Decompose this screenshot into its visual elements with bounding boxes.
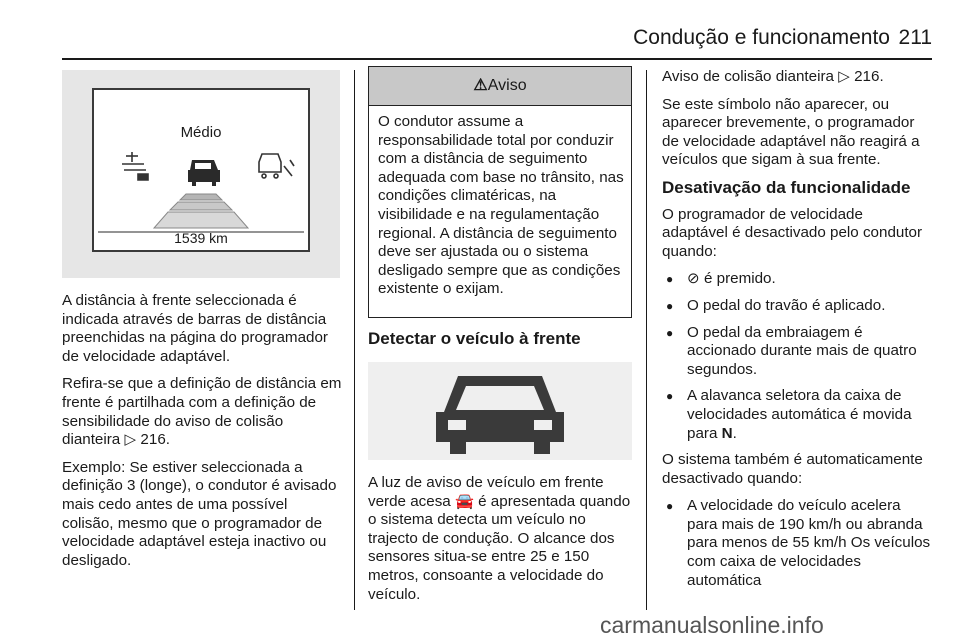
paragraph: Exemplo: Se estiver seleccionada a definição 3 (longe), o condutor é avisado mais cedo antes de uma possível colisão, mesmo que o programador de velocidade adaptável esteja inactivo ou desligado. — [62, 458, 337, 569]
right-column — [662, 68, 932, 598]
warning-triangle-icon: ⚠ — [473, 77, 488, 94]
paragraph: O programador de velocidade adaptável é desactivado pelo condutor quando: — [662, 205, 923, 260]
paragraph: A luz de aviso de veículo em frente verde acesa 🚘 é apresentada quando o sistema detecta um veículo no trajecto de condução. O alcance dos sensores situa-se entre 25 e 150 metros, consoante a velocidade do veículo. — [368, 474, 631, 603]
collision-warning-icon — [122, 152, 148, 180]
column-divider-2 — [646, 70, 647, 610]
left-column — [62, 292, 342, 579]
car-front-inline-icon: 🚘 — [454, 492, 474, 510]
sensor-blocked-icon — [259, 154, 294, 178]
car-front-icon — [430, 368, 570, 456]
page-header-title: Condução e funcionamento — [633, 26, 890, 49]
middle-column-text — [368, 474, 638, 613]
section-heading: Desativação da funcionalidade — [662, 177, 911, 197]
car-front-icon — [188, 160, 220, 186]
cluster-screen — [92, 88, 310, 252]
warning-box — [368, 66, 632, 318]
list-item: ● ⊘ é premido. — [662, 270, 932, 289]
middle-column — [368, 330, 638, 357]
paragraph: Refira-se que a definição de distância em frente é partilhada com a definição de sensibilidade do aviso de colisão dianteira ▷ 216. — [62, 375, 342, 449]
section-heading: Detectar o veículo à frente — [368, 329, 581, 348]
auto-deactivation-list — [662, 497, 932, 590]
header-rule — [62, 58, 932, 60]
cluster-display-figure — [62, 70, 340, 278]
list-item: ● O pedal do travão é aplicado. — [662, 297, 932, 316]
cruise-cancel-icon: ⊘ — [687, 270, 700, 288]
distance-bars-graphic — [94, 90, 308, 250]
paragraph: Se este símbolo não aparecer, ou aparecer brevemente, o programador de velocidade adaptável não reagirá a veículos que sigam à sua frente. — [662, 95, 920, 169]
column-divider-1 — [354, 70, 355, 610]
list-item: ● A alavanca seletora da caixa de velocidades automática é movida para N. — [662, 387, 932, 443]
list-item: ● O pedal da embraiagem é accionado durante mais de quatro segundos. — [662, 324, 932, 380]
distance-mode-label: Médio — [180, 124, 222, 141]
page-number: 211 — [898, 26, 932, 49]
warning-header: ⚠Aviso — [369, 67, 631, 106]
vehicle-ahead-figure — [368, 362, 632, 460]
reference-arrow-icon: ▷ — [838, 68, 850, 85]
odometer-readout: 1539 km — [174, 230, 228, 246]
paragraph: A distância à frente seleccionada é indicada através de barras de distância preenchidas na página do programador de velocidade adaptável. — [62, 292, 328, 365]
warning-text: O condutor assume a responsabilidade total por conduzir com a distância de seguimento adequada com base no trânsito, nas condições climatéricas, na visibilidade e na regulamentação regional. A distância de seguimento deve ser ajustada ou o sistema desligado sempre que as condições existente o exijam. — [378, 113, 624, 298]
watermark[interactable]: carmanualsonline.info — [600, 612, 824, 638]
paragraph: O sistema também é automaticamente desactivado quando: — [662, 451, 923, 487]
list-item: ● A velocidade do veículo acelera para mais de 190 km/h ou abranda para menos de 55 km/h Os veículos com caixa de velocidades automática — [662, 497, 932, 590]
reference-arrow-icon: ▷ — [124, 431, 137, 449]
deactivation-list — [662, 270, 932, 443]
paragraph: Aviso de colisão dianteira ▷ 216. — [662, 68, 884, 85]
